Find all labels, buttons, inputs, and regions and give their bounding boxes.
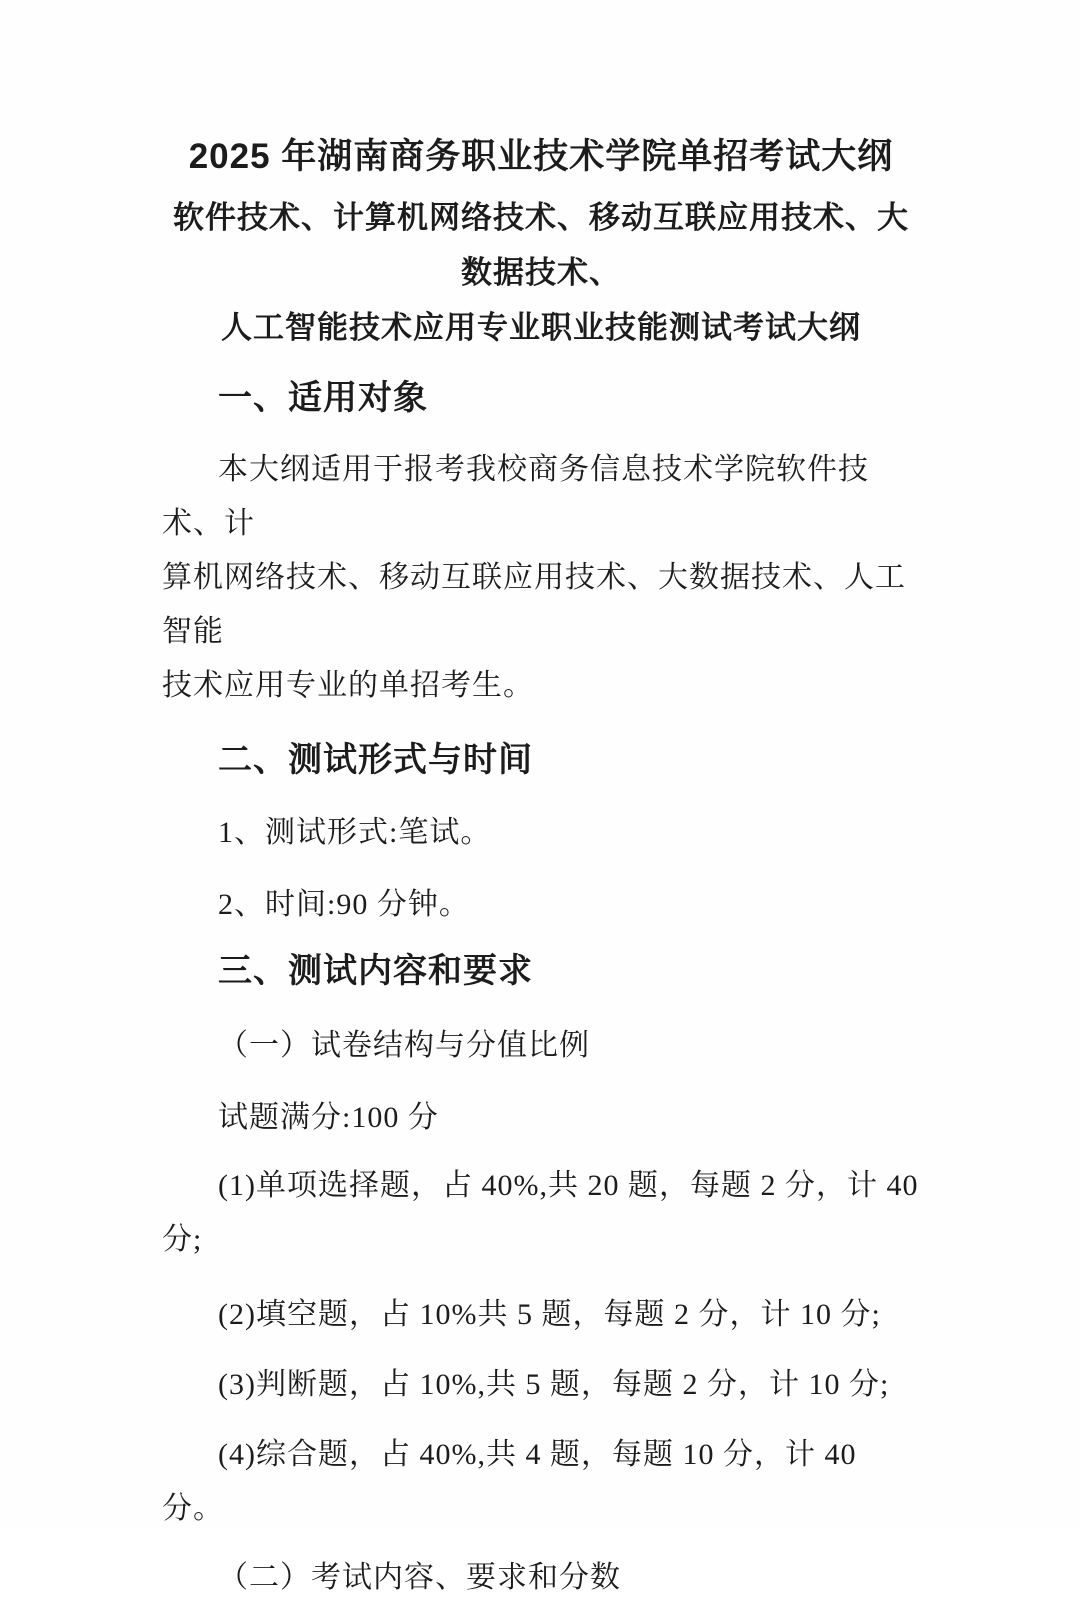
section-1-heading: 一、适用对象 <box>218 379 428 417</box>
section-3-subheading-2: （二）考试内容、要求和分数 <box>218 1561 621 1594</box>
section-2-item-2: 2、时间:90 分钟。 <box>218 888 470 921</box>
full-score-line: 试题满分:100 分 <box>218 1101 439 1134</box>
section-3-subheading-1: （一）试卷结构与分值比例 <box>218 1029 590 1062</box>
document-subtitle-line-1: 软件技术、计算机网络技术、移动互联应用技术、大数据技术、 <box>173 200 909 290</box>
section-3-heading: 三、测试内容和要求 <box>218 952 533 990</box>
section-1-paragraph-line-2: 算机网络技术、移动互联应用技术、大数据技术、人工智能 <box>162 561 906 648</box>
section-2-item-1: 1、测试形式:笔试。 <box>218 816 492 849</box>
section-1-paragraph-line-3: 技术应用专业的单招考生。 <box>162 669 534 702</box>
document-subtitle-line-2: 人工智能技术应用专业职业技能测试考试大纲 <box>221 310 861 345</box>
score-item-4: (4)综合题，占 40%,共 4 题，每题 10 分，计 40 分。 <box>162 1438 857 1525</box>
document-title: 2025 年湖南商务职业技术学院单招考试大纲 <box>188 137 894 176</box>
score-item-2: (2)填空题，占 10%共 5 题，每题 2 分，计 10 分; <box>218 1298 881 1331</box>
section-2-heading: 二、测试形式与时间 <box>218 741 533 779</box>
section-1-paragraph-line-1: 本大纲适用于报考我校商务信息技术学院软件技术、计 <box>162 453 869 540</box>
document-subtitle <box>162 190 920 355</box>
score-item-1: (1)单项选择题，占 40%,共 20 题，每题 2 分，计 40 分; <box>162 1169 919 1256</box>
section-1-paragraph <box>162 443 920 713</box>
score-item-3: (3)判断题，占 10%,共 5 题，每题 2 分，计 10 分; <box>218 1368 890 1401</box>
